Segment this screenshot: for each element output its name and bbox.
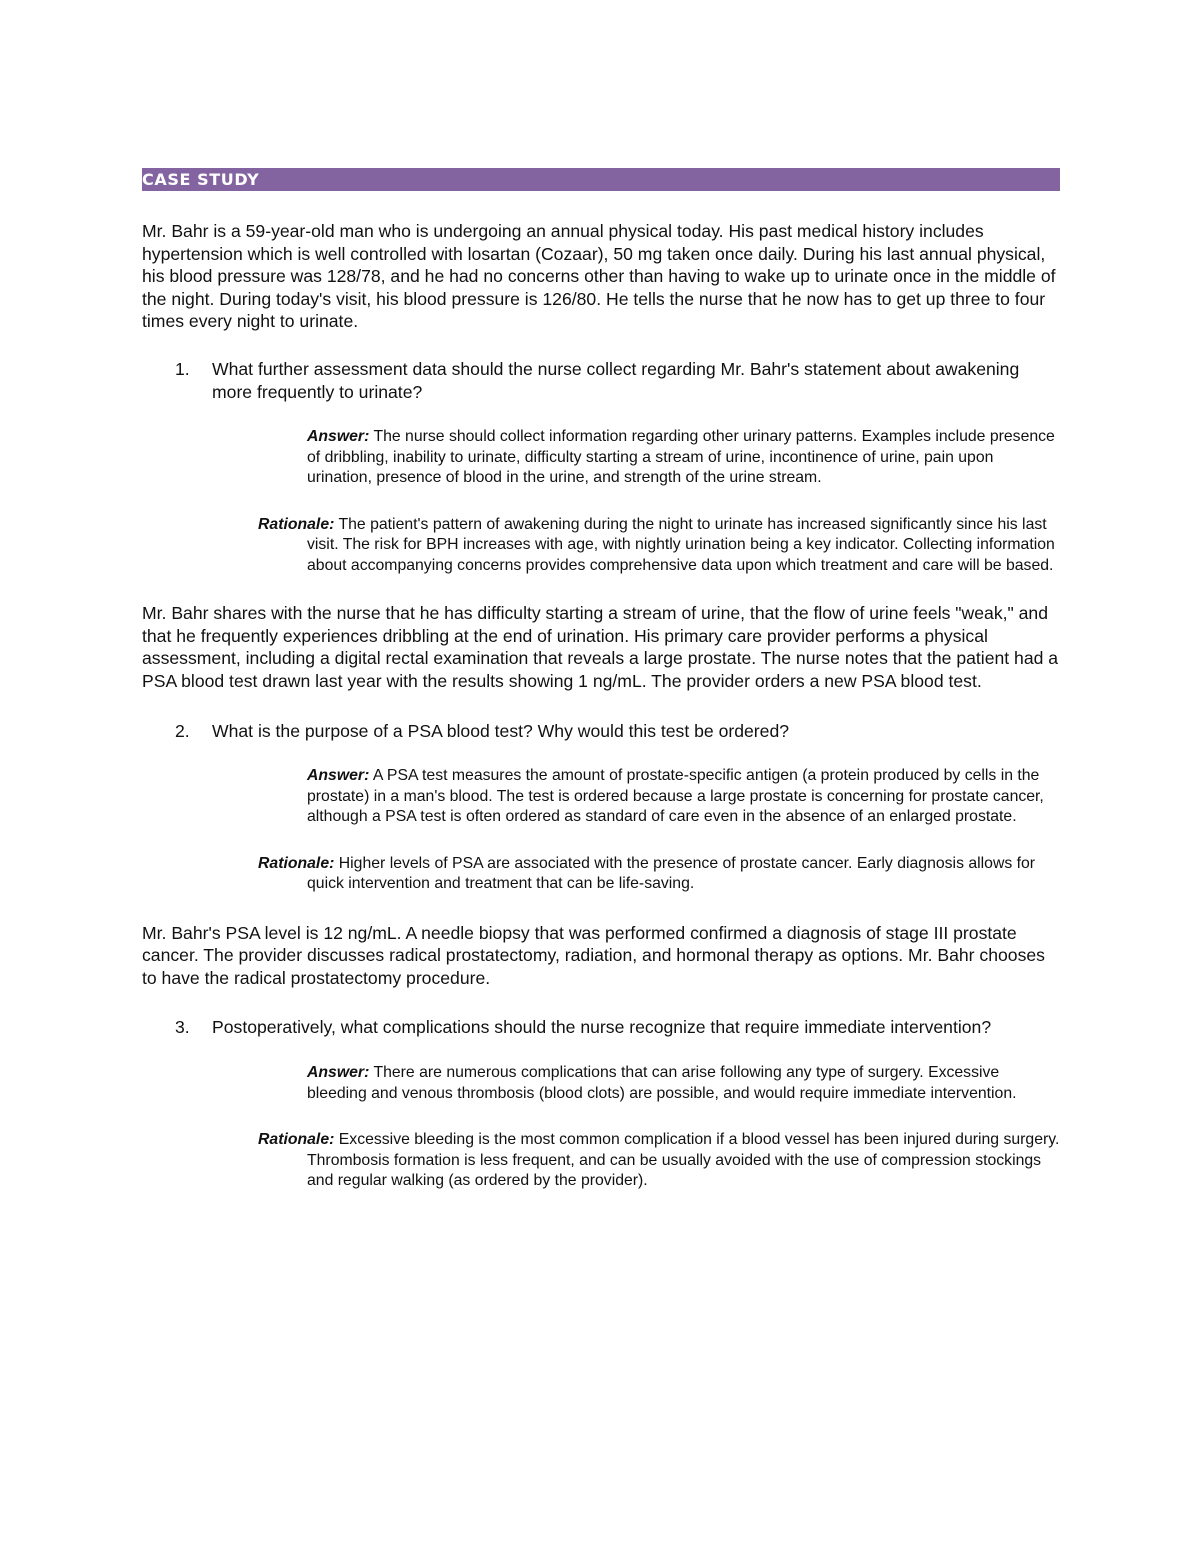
- question-3: [142, 1016, 1060, 1039]
- answer-2: [307, 766, 1060, 828]
- case-study-header: CASE STUDY: [142, 168, 1060, 191]
- answer-text: There are numerous complications that can arise following any type of surgery. Excessive bleeding and venous thrombosis (blood clots) are possible, and would require immediate intervention.: [307, 1064, 1017, 1102]
- question-number: 3.: [175, 1017, 190, 1038]
- question-1: [142, 358, 1060, 403]
- answer-label: Answer:: [307, 428, 370, 446]
- answer-1: [307, 427, 1060, 489]
- rationale-label: Rationale:: [258, 515, 335, 533]
- question-text: What is the purpose of a PSA blood test? Why would this test be ordered?: [212, 720, 790, 741]
- intro-paragraph: Mr. Bahr is a 59-year-old man who is undergoing an annual physical today. His past medical history includes hypertension which is well controlled with losartan (Cozaar), 50 mg taken once daily. During his last annual physical, his blood pressure was 128/78, and he had no concerns other than having to wake up to urinate once in the middle of the night. During today's visit, his blood pressure is 126/80. He tells the nurse that he now has to get up three to four times every night to urinate.: [142, 221, 1056, 332]
- rationale-label: Rationale:: [258, 1131, 335, 1148]
- question-2: [142, 720, 1060, 743]
- answer-text: The nurse should collect information regarding other urinary patterns. Examples include presence of dribbling, inability to urinate, difficulty starting a stream of urine, incontinence of urine, pain upon urination, presence of blood in the urine, and strength of the urine stream.: [307, 428, 1055, 487]
- rationale-text: The patient's pattern of awakening during the night to urinate has increased significantly since his last visit. The risk for BPH increases with age, with nightly urination being a key indicator. Collecting information about accompanying concerns provides comprehensive data upon which treatment and care will be based.: [307, 515, 1055, 574]
- question-text: What further assessment data should the nurse collect regarding Mr. Bahr's statement about awakening more frequently to urinate?: [212, 358, 1020, 402]
- question-text: Postoperatively, what complications should the nurse recognize that require immediate intervention?: [212, 1017, 992, 1038]
- question-number: 2.: [175, 720, 190, 741]
- answer-3: [307, 1063, 1060, 1104]
- rationale-1: [258, 515, 1060, 577]
- answer-label: Answer:: [307, 767, 370, 785]
- document-page: [142, 168, 1060, 1192]
- answer-text: A PSA test measures the amount of prostate-specific antigen (a protein produced by cells in the prostate) in a man's blood. The test is ordered because a large prostate is concerning for prostate cancer, although a PSA test is often ordered as standard of care even in the absence of an enlarged prostate.: [307, 767, 1044, 826]
- narrative-paragraph-2: Mr. Bahr shares with the nurse that he has difficulty starting a stream of urine, that the flow of urine feels "weak," and that he frequently experiences dribbling at the end of urination. His primary care provider performs a physical assessment, including a digital rectal examination that reveals a large prostate. The nurse notes that the patient had a PSA blood test drawn last year with the results showing 1 ng/mL. The provider orders a new PSA blood test.: [142, 603, 1059, 691]
- narrative-paragraph-3: Mr. Bahr's PSA level is 12 ng/mL. A needle biopsy that was performed confirmed a diagnosis of stage III prostate cancer. The provider discusses radical prostatectomy, radiation, and hormonal therapy as options. Mr. Bahr chooses to have the radical prostatectomy procedure.: [142, 922, 1045, 988]
- rationale-3: [258, 1130, 1060, 1192]
- answer-label: Answer:: [307, 1064, 370, 1081]
- rationale-2: [258, 854, 1060, 895]
- rationale-text: Higher levels of PSA are associated with the presence of prostate cancer. Early diagnosis allows for quick intervention and treatment that can be life-saving.: [307, 854, 1036, 893]
- question-number: 1.: [175, 358, 190, 379]
- rationale-text: Excessive bleeding is the most common complication if a blood vessel has been injured during surgery. Thrombosis formation is less frequent, and can be usually avoided with the use of compression stockings and regular walking (as ordered by the provider).: [307, 1131, 1060, 1189]
- rationale-label: Rationale:: [258, 854, 335, 872]
